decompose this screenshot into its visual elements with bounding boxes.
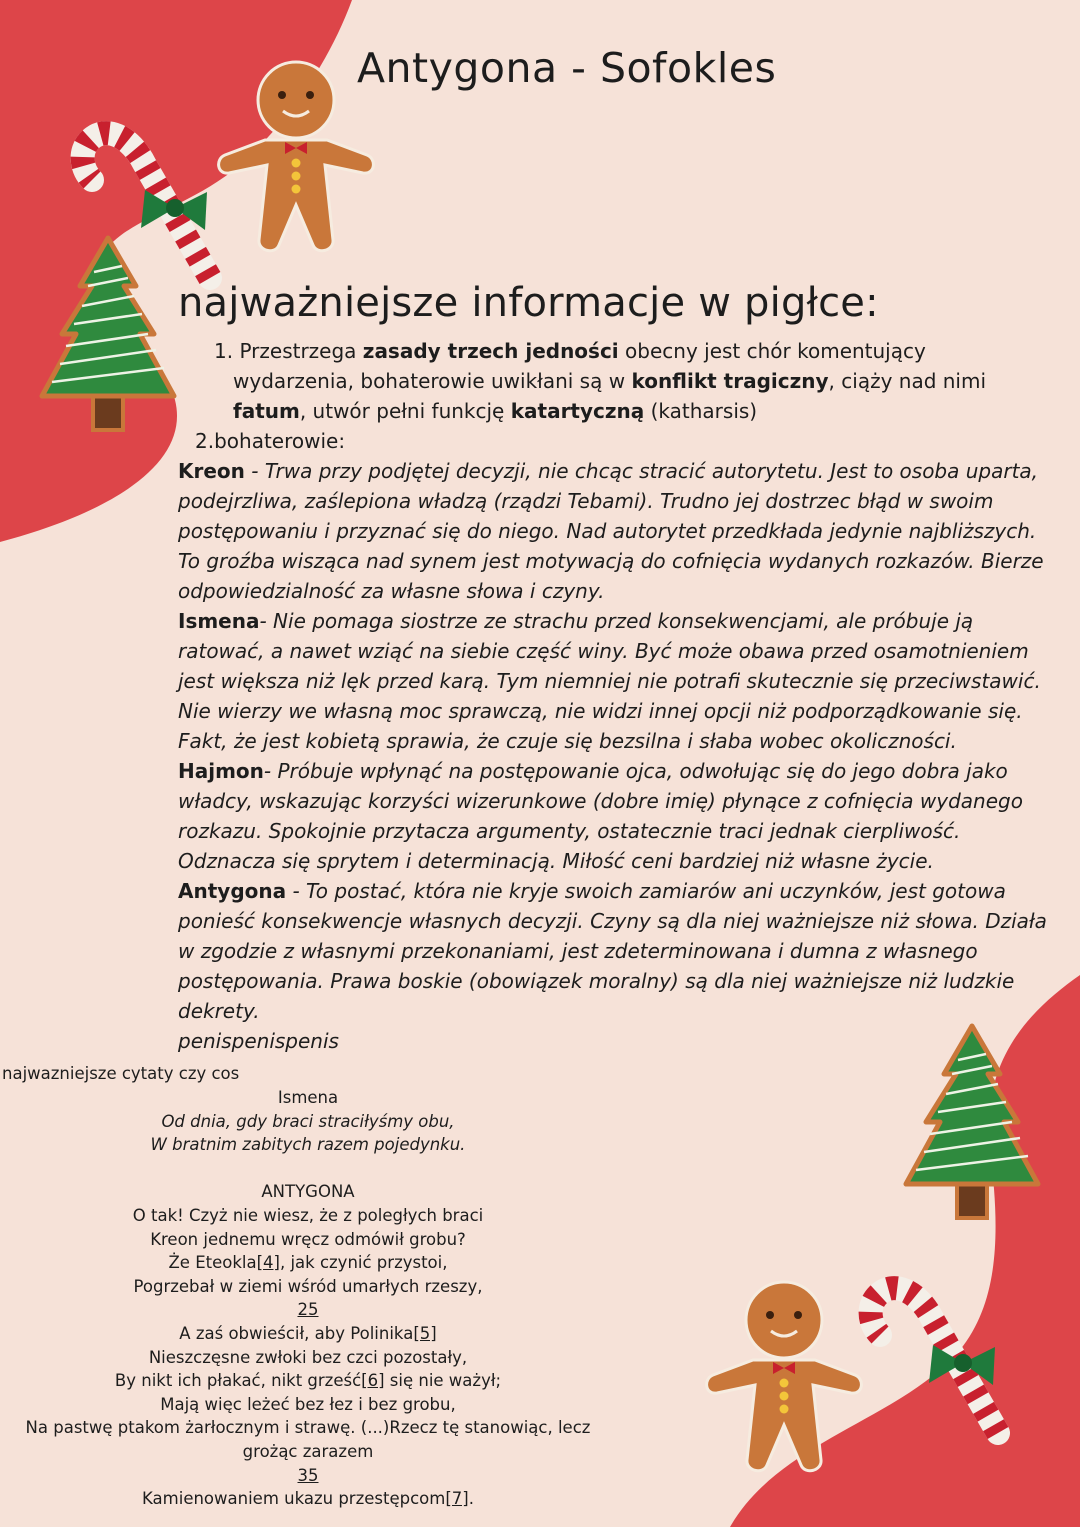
character-antygona — [178, 876, 1048, 1026]
quote-line: A zaś obwieścił, aby Polinika[5] — [179, 1323, 437, 1343]
quote-line: Kamienowaniem ukazu przestępcom[7]. — [142, 1489, 474, 1509]
quote-line: Że Eteokla[4], jak czynić przystoi, — [168, 1253, 448, 1273]
quote-line: W bratnim zabitych razem pojedynku. — [150, 1135, 466, 1155]
bold-term: zasady trzech jedności — [362, 339, 619, 363]
candy-cane-icon — [858, 1235, 1018, 1445]
character-ismena — [178, 606, 1048, 756]
spacer — [0, 1157, 616, 1181]
quotes-label: najwazniejsze cytaty czy cos — [2, 1064, 240, 1083]
line-number-link[interactable]: 25 — [297, 1300, 319, 1320]
character-name: Kreon — [178, 459, 245, 483]
info-item-1: 1. Przestrzega zasady trzech jedności obecny jest chór komentujący wydarzenia, bohaterowie uwikłani są w konflikt tragiczny, ciąży nad nimi fatum, utwór pełni funkcję katartyczną (katharsis) — [214, 339, 987, 423]
quote-line: O tak! Czyż nie wiesz, że z poległych braci — [132, 1205, 484, 1225]
quote-line: Pogrzebał w ziemi wśród umarłych rzeszy, — [133, 1276, 483, 1296]
info-item-2: 2.bohaterowie: — [195, 429, 346, 453]
character-description: - Próbuje wpłynąć na postępowanie ojca, odwołując się do jego dobra jako władcy, wskazując korzyści wizerunkowe (dobre imię) płynące z cofnięcia wydanego rozkazu. Spokojnie przytacza argumenty, ostatecznie traci jednak cierpliwość. Odznacza się sprytem i determinacją. Miłość ceni bardziej niż własne życie. — [178, 759, 1023, 873]
character-name: Ismena — [178, 609, 260, 633]
character-kreon — [178, 456, 1048, 606]
character-name: Hajmon — [178, 759, 264, 783]
character-description: - Nie pomaga siostrze ze strachu przed konsekwencjami, ale próbuje ją ratować, a nawet wziąć na siebie część winy. Być może obawa przed osamotnieniem jest większa niż lęk przed karą. Tym niemniej nie potrafi skutecznie się przeciwstawić. Nie wierzy we własną moc sprawczą, nie widzi innej opcji niż podporządkowanie się. Fakt, że jest kobietą sprawia, że czuje się bezsilna i słaba wobec okoliczności. — [178, 609, 1041, 753]
quote-line: Kreon jednemu wręcz odmówił grobu? — [150, 1229, 466, 1249]
section-heading: najważniejsze informacje w pigłce: — [178, 280, 879, 326]
footnote-link[interactable]: [6] — [361, 1371, 385, 1391]
christmas-tree-icon — [36, 234, 180, 436]
character-description: - Trwa przy podjętej decyzji, nie chcąc stracić autorytetu. Jest to osoba uparta, podejrzliwa, zaślepiona władzą (rządzi Tebami). Trudno jej dostrzec błąd w swoim postępowaniu i przyznać się do niego. Nad autorytet przedkłada jedynie najbliższych. To groźba wisząca nad synem jest motywacją do cofnięcia wydanych rozkazów. Bierze odpowiedzialność za własne słowa i czyny. — [178, 459, 1044, 603]
footnote-link[interactable]: [5] — [413, 1323, 437, 1343]
bold-term: katartyczną — [510, 399, 645, 423]
quote-line: Nieszczęsne zwłoki bez czci pozostały, — [148, 1347, 468, 1367]
character-name: Antygona — [178, 879, 287, 903]
gingerbread-man-icon — [215, 55, 377, 257]
speaker-antygona: ANTYGONA — [261, 1182, 355, 1202]
quote-line: Od dnia, gdy braci straciłyśmy obu, — [161, 1111, 455, 1131]
item-number: 1. — [214, 339, 234, 363]
character-hajmon — [178, 756, 1048, 876]
gingerbread-man-icon — [703, 1275, 865, 1477]
quotes-block — [0, 1086, 616, 1511]
bold-term: konflikt tragiczny — [631, 369, 829, 393]
trailing-note: penispenispenis — [178, 1029, 339, 1053]
character-description: - To postać, która nie kryje swoich zamiarów ani uczynków, jest gotowa ponieść konsekwencje własnych decyzji. Czyny są dla niej ważniejsze niż słowa. Działa w zgodzie z własnymi przekonaniami, jest zdeterminowana i dumna z własnego postępowania. Prawa boskie (obowiązek moralny) są dla niej ważniejsze niż ludzkie dekrety. — [178, 879, 1047, 1023]
page-title: Antygona - Sofokles — [357, 44, 777, 92]
quote-line: Mają więc leżeć bez łez i bez grobu, — [160, 1394, 456, 1414]
bold-term: fatum — [233, 399, 300, 423]
info-list — [178, 336, 1048, 1056]
quote-line: By nikt ich płakać, nikt grześć[6] się nie ważył; — [114, 1371, 502, 1391]
quote-line: Na pastwę ptakom żarłocznym i strawę. (...)Rzecz tę stanowiąc, lecz grożąc zarazem — [25, 1418, 591, 1461]
footnote-link[interactable]: [7] — [445, 1489, 469, 1509]
speaker-ismena: Ismena — [277, 1088, 339, 1107]
footnote-link[interactable]: [4] — [256, 1253, 280, 1273]
line-number-link[interactable]: 35 — [297, 1465, 319, 1485]
